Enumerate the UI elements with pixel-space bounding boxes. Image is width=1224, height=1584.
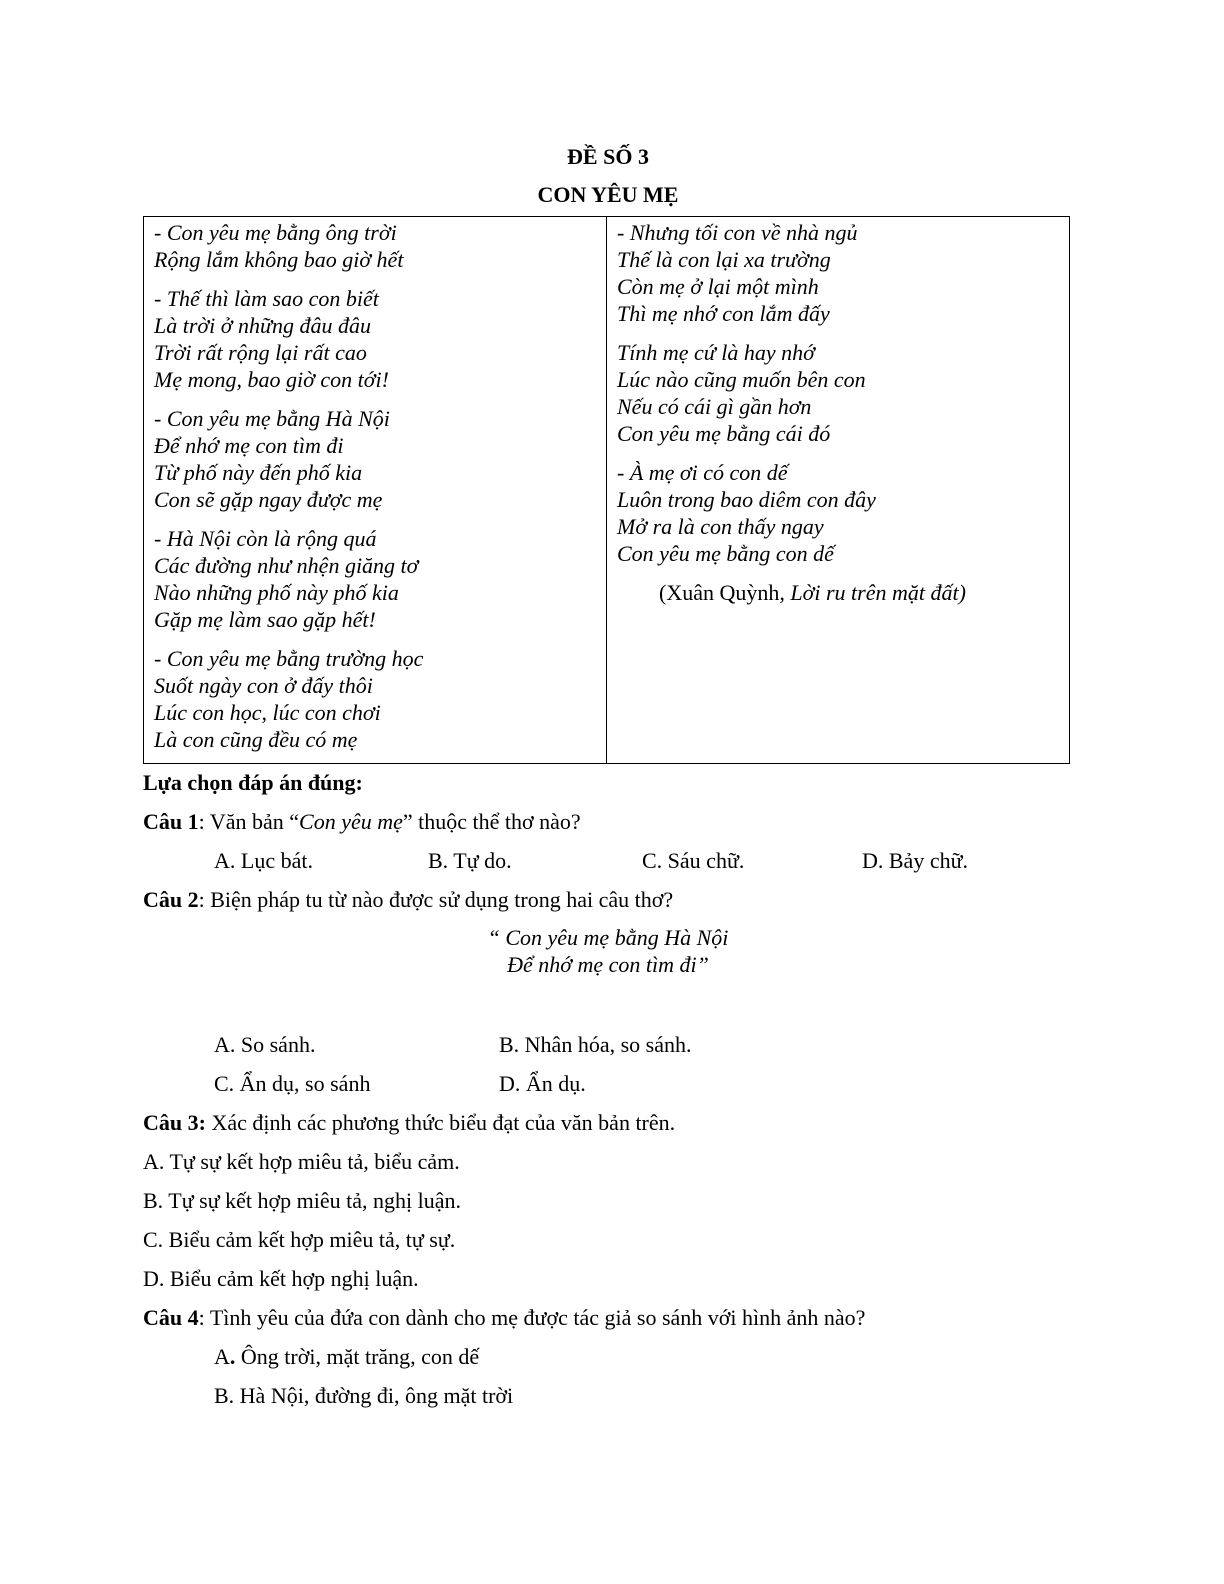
stanza [154,285,596,393]
poem-left-column [144,217,607,764]
poem-source [617,579,1059,606]
poem-line: Còn mẹ ở lại một mình [617,274,819,299]
stanza [154,219,596,273]
poem-line: Con yêu mẹ bằng cái đó [617,421,831,446]
stanza [154,645,596,753]
poem-line: Tính mẹ cứ là hay nhớ [617,340,815,365]
option-d[interactable]: D. Biểu cảm kết hợp nghị luận. [143,1266,419,1291]
question-text: : Biện pháp tu từ nào được sử dụng trong hai câu thơ? [198,887,674,912]
poem-line: Mẹ mong, bao giờ con tới! [154,367,389,392]
poem-line: - Con yêu mẹ bằng ông trời [154,220,397,245]
poem-line: Là trời ở những đâu đâu [154,313,372,338]
question-label: Câu 1 [143,809,199,834]
poem-line: Để nhớ mẹ con tìm đi [154,433,344,458]
poem-line: Là con cũng đều có mẹ [154,727,358,752]
poem-table [143,216,1070,764]
poem-line: Rộng lắm không bao giờ hết [154,247,404,272]
option-b[interactable]: B. Hà Nội, đường đi, ông mặt trời [214,1383,514,1408]
poem-line: Các đường như nhện giăng tơ [154,553,419,578]
stanza [154,405,596,513]
option-letter: A [214,1344,230,1369]
question-text: : Tình yêu của đứa con dành cho mẹ được tác giả so sánh với hình ảnh nào? [198,1305,866,1330]
question-4 [143,1303,1073,1333]
poem-line: - Thế thì làm sao con biết [154,286,379,311]
option-a[interactable]: A. Tự sự kết hợp miêu tả, biểu cảm. [143,1149,460,1174]
option-c[interactable]: C. Sáu chữ. [642,848,745,873]
question-label: Câu 4 [143,1305,199,1330]
instructions-heading: Lựa chọn đáp án đúng: [143,770,363,795]
question-text: : Văn bản “ [198,809,300,834]
poem-line: Trời rất rộng lại rất cao [154,340,367,365]
option-d[interactable]: D. Ẩn dụ. [499,1071,586,1096]
poem-line: Từ phố này đến phố kia [154,460,363,485]
option-text: Ông trời, mặt trăng, con dế [235,1344,480,1369]
option-b[interactable]: B. Tự sự kết hợp miêu tả, nghị luận. [143,1188,461,1213]
option-a[interactable] [143,1342,1073,1372]
poem-line: - À mẹ ơi có con dế [617,460,788,485]
question-1 [143,807,1073,837]
question-2-options-row-2 [143,1069,1073,1099]
option-b[interactable]: B. Nhân hóa, so sánh. [499,1032,692,1057]
poem-line: Nếu có cái gì gần hơn [617,394,812,419]
option-dot: . [229,1344,236,1369]
poem-line: Suốt ngày con ở đấy thôi [154,673,373,698]
option-a[interactable]: A. So sánh. [214,1032,316,1057]
poem-title: CON YÊU MẸ [537,182,679,207]
poem-line: Lúc nào cũng muốn bên con [617,367,866,392]
question-label: Câu 2 [143,887,199,912]
source-author: (Xuân Quỳnh [659,580,780,605]
question-3 [143,1108,1073,1138]
question-2 [143,885,1073,915]
option-b[interactable]: B. Tự do. [428,848,512,873]
question-text: Xác định các phương thức biểu đạt của văn bản trên. [205,1110,676,1135]
poem-line: Thế là con lại xa trường [617,247,831,272]
stanza [617,219,1059,327]
document-page [143,140,1073,1411]
stanza [617,459,1059,567]
option-a[interactable]: A. Lục bát. [214,848,313,873]
poem-line: Lúc con học, lúc con chơi [154,700,381,725]
quote-line: “ Con yêu mẹ bằng Hà Nội [487,925,729,950]
quoted-verse [143,924,1073,978]
exam-number: ĐỀ SỐ 3 [567,144,649,169]
question-2-options-row-1 [143,1030,1073,1060]
question-text-italic: Con yêu mẹ [299,809,403,834]
question-1-options [143,846,1073,876]
poem-line: Luôn trong bao diêm con đây [617,487,876,512]
question-label: Câu 3: [143,1110,206,1135]
poem-line: Nào những phố này phố kia [154,580,399,605]
poem-line: Con sẽ gặp ngay được mẹ [154,487,383,512]
poem-line: Thì mẹ nhớ con lắm đấy [617,301,830,326]
source-book: Lời ru trên mặt đất) [790,580,966,605]
poem-line: Gặp mẹ làm sao gặp hết! [154,607,376,632]
poem-right-column [607,217,1070,764]
poem-line: - Con yêu mẹ bằng Hà Nội [154,406,390,431]
poem-line: - Nhưng tối con về nhà ngủ [617,220,858,245]
poem-line: Con yêu mẹ bằng con dế [617,541,834,566]
poem-line: - Con yêu mẹ bằng trường học [154,646,424,671]
question-text: ” thuộc thể thơ nào? [402,809,581,834]
stanza [154,525,596,633]
quote-line: Để nhớ mẹ con tìm đi” [507,952,709,977]
option-d[interactable]: D. Bảy chữ. [862,848,969,873]
poem-line: Mở ra là con thấy ngay [617,514,824,539]
option-c[interactable]: C. Ẩn dụ, so sánh [214,1071,371,1096]
poem-line: - Hà Nội còn là rộng quá [154,526,377,551]
source-comma: , [779,580,791,605]
option-c[interactable]: C. Biểu cảm kết hợp miêu tả, tự sự. [143,1227,456,1252]
stanza [617,339,1059,447]
